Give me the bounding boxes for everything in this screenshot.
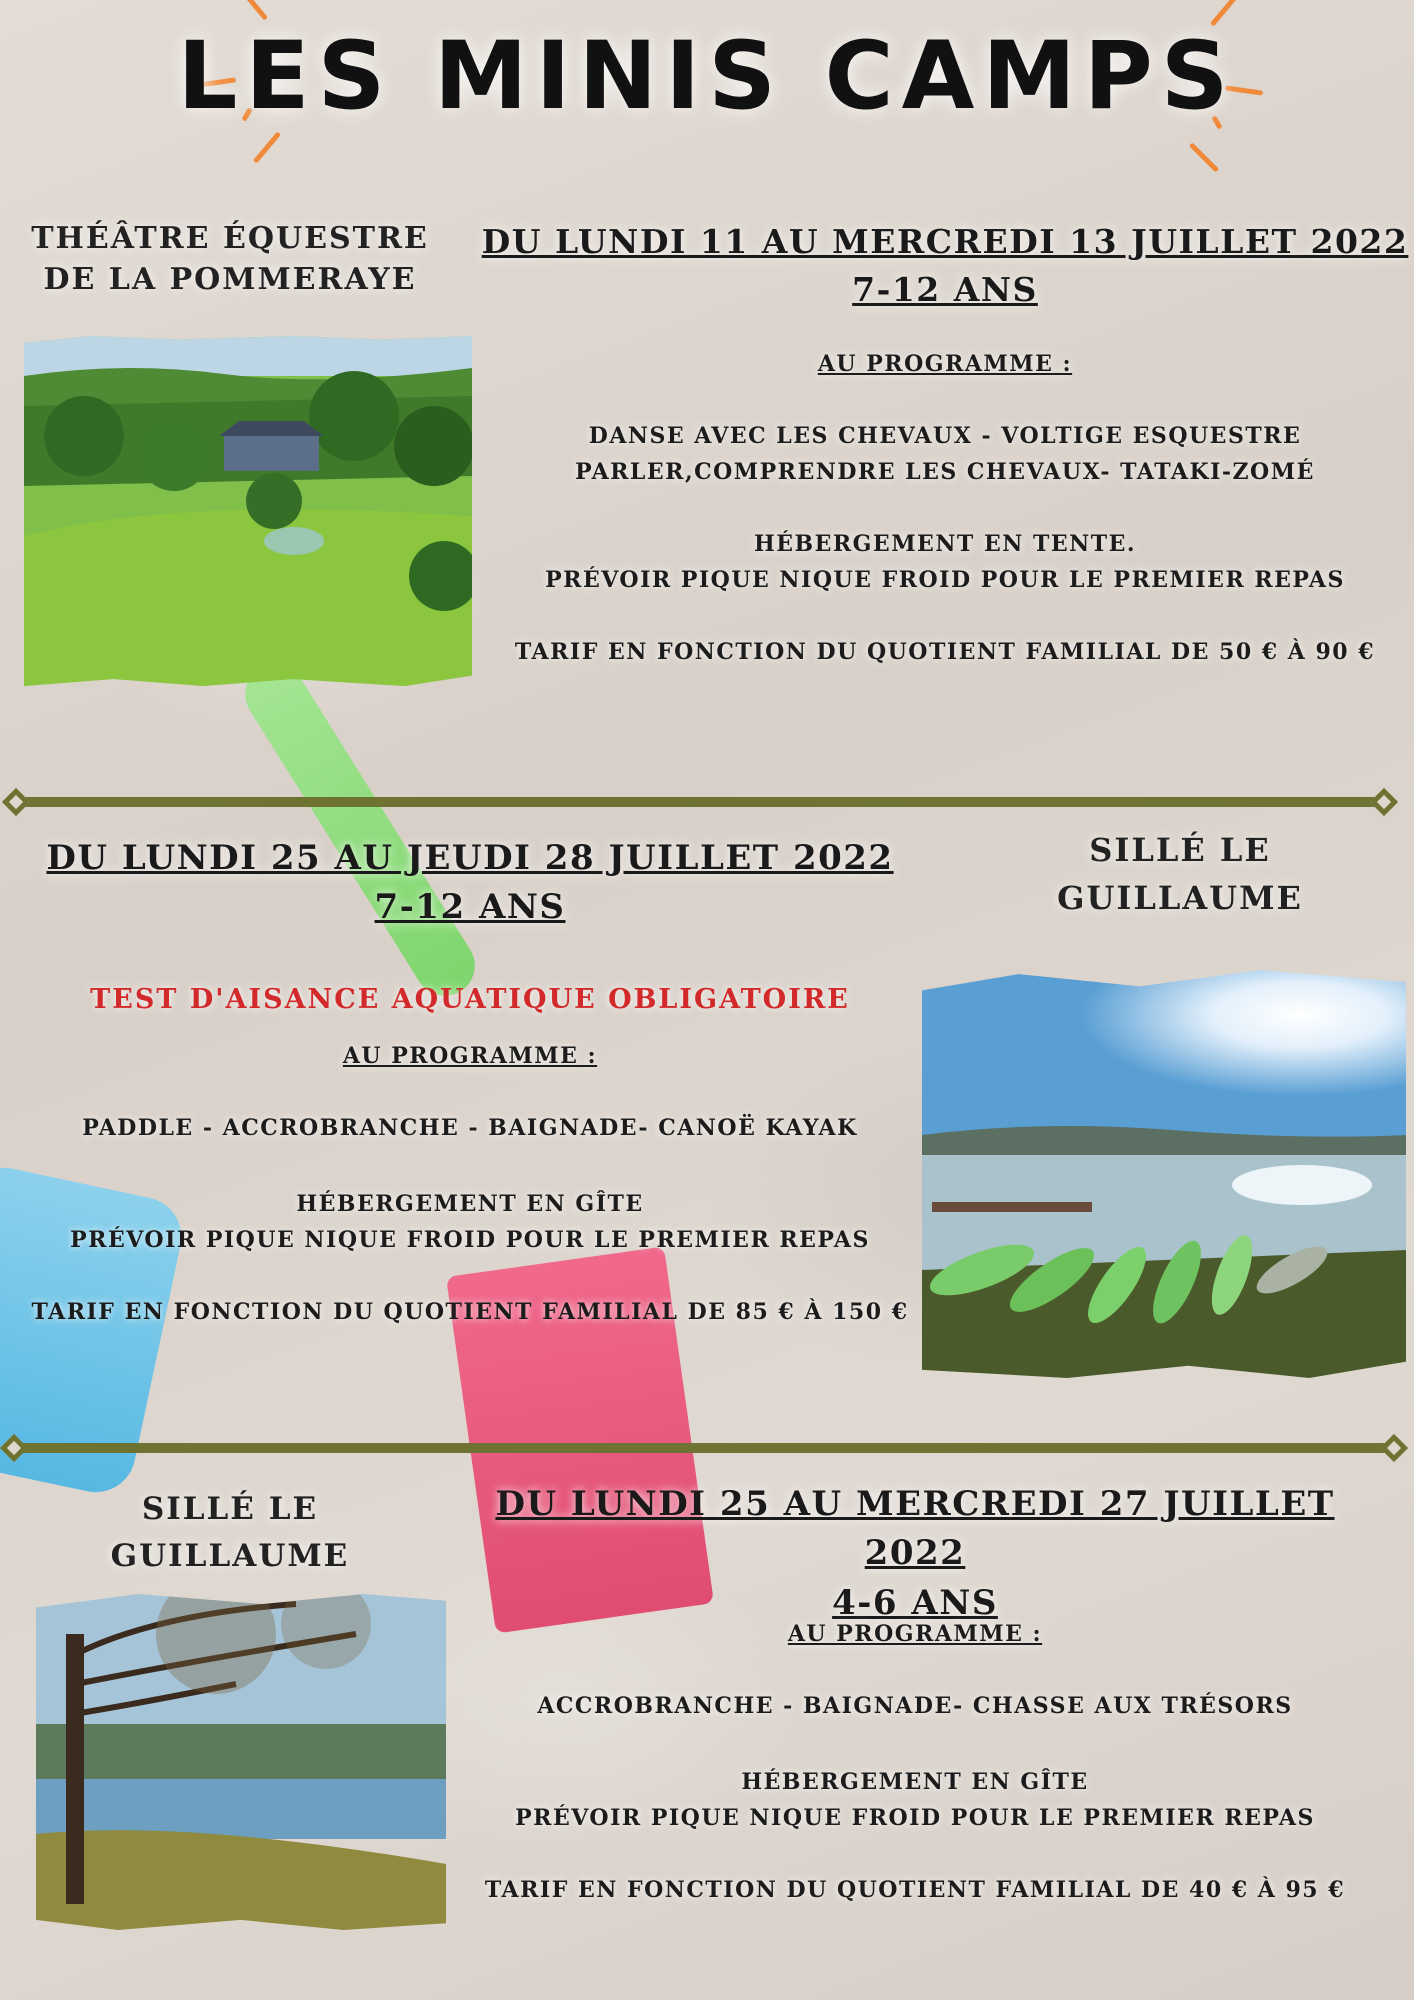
camp-3-location — [20, 1486, 440, 1579]
camp-2-dates — [10, 834, 930, 933]
camp-2-date-range: DU LUNDI 25 AU JEUDI 28 JUILLET 2022 — [46, 838, 894, 878]
camp-1-location — [20, 218, 440, 301]
lake-canoes-photo — [922, 970, 1406, 1378]
camp-1-age-range: 7-12 ANS — [852, 269, 1038, 309]
divider-1-right-diamond-icon — [1370, 788, 1398, 816]
camp-2-location-line2: GUILLAUME — [1057, 879, 1303, 917]
divider-1-left-diamond-icon — [2, 788, 30, 816]
camp-1-date-range: DU LUNDI 11 AU MERCREDI 13 JUILLET 2022 — [481, 222, 1409, 261]
camp-1-lodging: HÉBERGEMENT EN TENTE. — [753, 531, 1137, 557]
lake-tree-photo — [36, 1594, 446, 1930]
camp-2-lodging: HÉBERGEMENT EN GÎTE — [296, 1191, 644, 1217]
camp-2-water-test-warning: TEST D'AISANCE AQUATIQUE OBLIGATOIRE — [90, 984, 850, 1015]
camp-1-programme-label: AU PROGRAMME : — [817, 351, 1073, 377]
camp-2-activities-line1: PADDLE - ACCROBRANCHE - BAIGNADE- CANOË KAYAK — [82, 1115, 858, 1141]
camp-2-location — [960, 826, 1400, 922]
camp-2-details — [10, 982, 930, 1330]
camp-1-activities-line2: PARLER,COMPRENDRE LES CHEVAUX- TATAKI-ZOMÉ — [575, 459, 1315, 485]
section-divider-2 — [18, 1443, 1394, 1453]
camp-3-programme-label: AU PROGRAMME : — [787, 1621, 1043, 1647]
camp-3-activities-line1: ACCROBRANCHE - BAIGNADE- CHASSE AUX TRÉSORS — [537, 1693, 1293, 1719]
camp-1-location-line1: THÉÂTRE ÉQUESTRE — [31, 221, 429, 256]
camp-2-age-range: 7-12 ANS — [374, 887, 566, 928]
camp-3-location-line1: SILLÉ LE — [141, 1491, 319, 1527]
camp-3-dates — [440, 1480, 1390, 1628]
camp-2-location-line1: SILLÉ LE — [1089, 831, 1271, 869]
green-shovel-decoration — [234, 653, 486, 1007]
camp-1-details — [490, 346, 1400, 670]
equestrian-valley-photo — [24, 336, 472, 686]
camp-1-location-line2: DE LA POMMERAYE — [43, 262, 417, 298]
divider-2-right-diamond-icon — [1380, 1434, 1408, 1462]
camp-3-details — [460, 1616, 1370, 1908]
camp-3-date-range: DU LUNDI 25 AU MERCREDI 27 JUILLET 2022 — [495, 1484, 1335, 1574]
camp-1-activities-line1: DANSE AVEC LES CHEVAUX - VOLTIGE ESQUESTRE — [588, 423, 1302, 449]
camp-3-location-line2: GUILLAUME — [110, 1537, 350, 1574]
camp-2-meal-note: PRÉVOIR PIQUE NIQUE FROID POUR LE PREMIER REPAS — [70, 1227, 870, 1253]
camp-3-lodging: HÉBERGEMENT EN GÎTE — [741, 1769, 1089, 1795]
camp-3-meal-note: PRÉVOIR PIQUE NIQUE FROID POUR LE PREMIER REPAS — [515, 1805, 1315, 1831]
camp-3-age-range: 4-6 ANS — [832, 1582, 998, 1623]
camp-1-price: TARIF EN FONCTION DU QUOTIENT FAMILIAL DE 50 € À 90 € — [514, 639, 1376, 665]
camp-1-meal-note: PRÉVOIR PIQUE NIQUE FROID POUR LE PREMIER REPAS — [545, 567, 1345, 593]
camp-2-price: TARIF EN FONCTION DU QUOTIENT FAMILIAL DE 85 € À 150 € — [31, 1299, 909, 1325]
camp-1-dates — [480, 218, 1410, 314]
camp-2-programme-label: AU PROGRAMME : — [342, 1043, 598, 1069]
section-divider-1 — [18, 797, 1384, 807]
camp-3-price: TARIF EN FONCTION DU QUOTIENT FAMILIAL DE 40 € À 95 € — [484, 1877, 1346, 1903]
page-title: LES MINIS CAMPS — [177, 22, 1237, 131]
